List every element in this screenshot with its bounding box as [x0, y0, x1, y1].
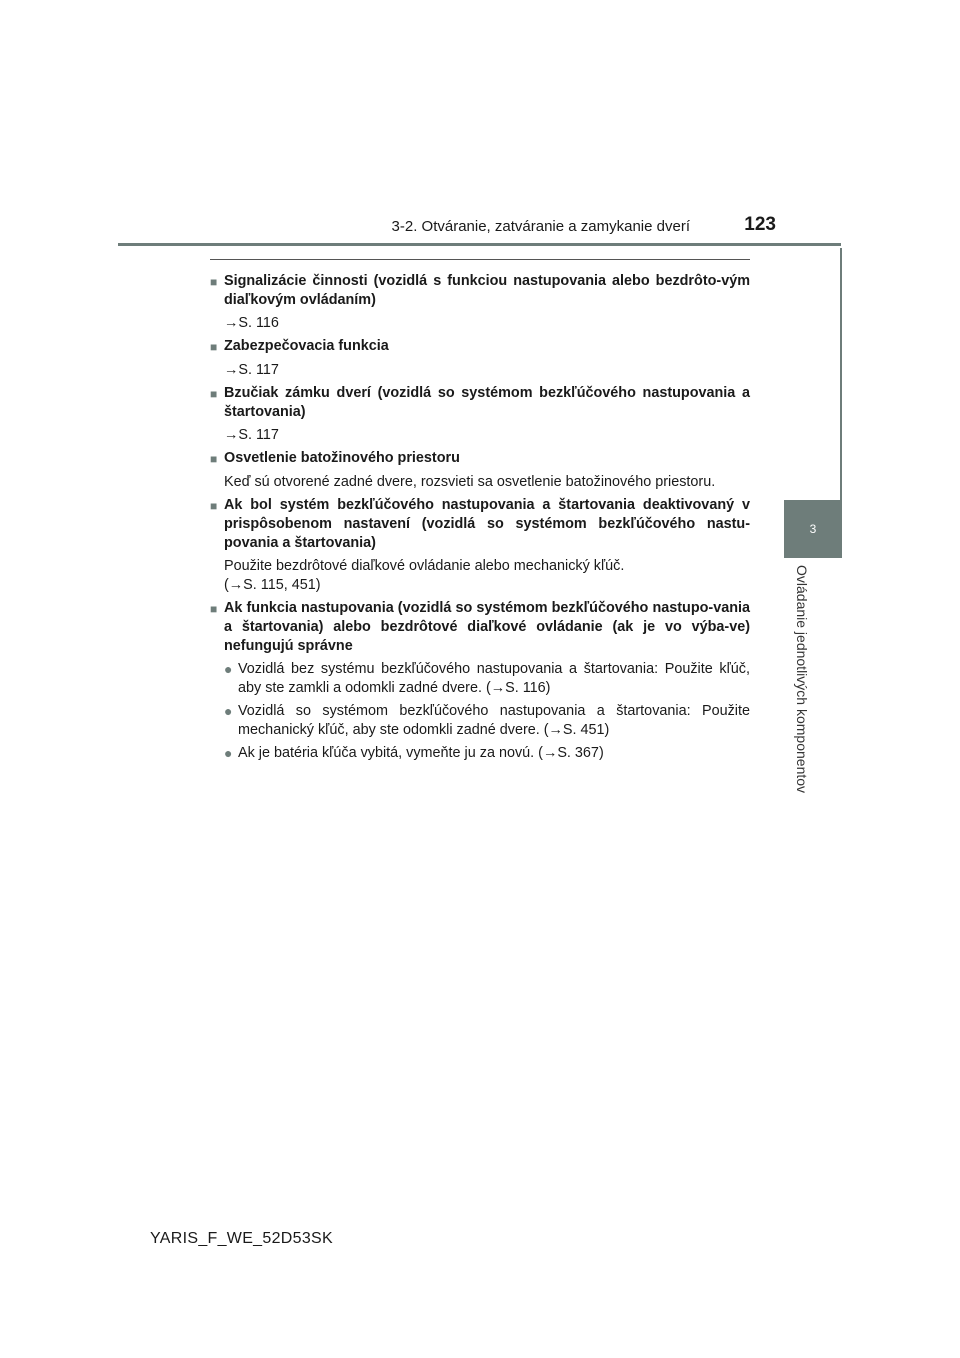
section-heading: Ak funkcia nastupovania (vozidlá so systémom bezkľúčového nastupo-vania a štartovania) alebo bezdrôtové diaľkové ovládanie (ak je vo výba-ve) nefungujú správne	[224, 600, 750, 654]
square-bullet-icon: ■	[210, 275, 218, 289]
section-body: Keď sú otvorené zadné dvere, rozsvieti sa osvetlenie batožinového priestoru.	[224, 474, 716, 490]
section-body: Použite bezdrôtové diaľkové ovládanie alebo mechanický kľúč.	[224, 558, 625, 574]
page-reference: →S. 117	[224, 427, 279, 443]
circle-bullet-icon: ●	[224, 745, 233, 761]
circle-bullet-icon: ●	[224, 661, 233, 677]
side-tab-line	[840, 248, 842, 500]
section-heading: Bzučiak zámku dverí (vozidlá so systémom bezkľúčového nastupovania a štartovania)	[224, 385, 750, 420]
content	[210, 268, 750, 767]
list-item: ● Vozidlá bez systému bezkľúčového nastupovania a štartovania: Použite kľúč, aby ste zamkli a odomkli zadné dvere. (→S. 116)	[224, 661, 750, 696]
chapter-number: 3	[809, 522, 817, 536]
chapter-tab	[784, 500, 842, 558]
square-bullet-icon: ■	[210, 387, 218, 401]
section-heading: Zabezpečovacia funkcia	[224, 338, 389, 354]
content-divider	[210, 259, 750, 260]
document-code: YARIS_F_WE_52D53SK	[150, 1230, 333, 1247]
section-heading: Ak bol systém bezkľúčového nastupovania a štartovania deaktivovaný v prispôsobenom nastavení (vozidlá so systémom bezkľúčového nastu-povania a štartovania)	[224, 497, 750, 551]
section-luggage-light	[210, 449, 750, 492]
page-reference: (→S. 115, 451)	[224, 577, 321, 593]
section-malfunction	[210, 599, 750, 763]
section-heading: Osvetlenie batožinového priestoru	[224, 450, 460, 466]
section-deactivated	[210, 496, 750, 595]
square-bullet-icon: ■	[210, 340, 218, 354]
page-reference: →S. 117	[224, 362, 279, 378]
section-security	[210, 337, 750, 380]
circle-bullet-icon: ●	[224, 703, 233, 719]
chapter-label: Ovládanie jednotlivých komponentov	[794, 565, 810, 794]
square-bullet-icon: ■	[210, 602, 218, 616]
section-signalization	[210, 272, 750, 333]
page-reference: →S. 116	[224, 315, 279, 331]
list-item: ● Vozidlá so systémom bezkľúčového nastupovania a štartovania: Použite mechanický kľúč, aby ste odomkli zadné dvere. (→S. 451)	[224, 703, 750, 738]
section-title: 3-2. Otváranie, zatváranie a zamykanie dverí	[391, 218, 690, 235]
section-heading: Signalizácie činnosti (vozidlá s funkciou nastupovania alebo bezdrôto-vým diaľkovým ovládaním)	[224, 273, 750, 308]
page-number: 123	[744, 214, 776, 235]
section-buzzer	[210, 384, 750, 445]
square-bullet-icon: ■	[210, 499, 218, 513]
list-item: ● Ak je batéria kľúča vybitá, vymeňte ju za novú. (→S. 367)	[224, 745, 604, 761]
square-bullet-icon: ■	[210, 452, 218, 466]
header-divider	[118, 243, 841, 246]
